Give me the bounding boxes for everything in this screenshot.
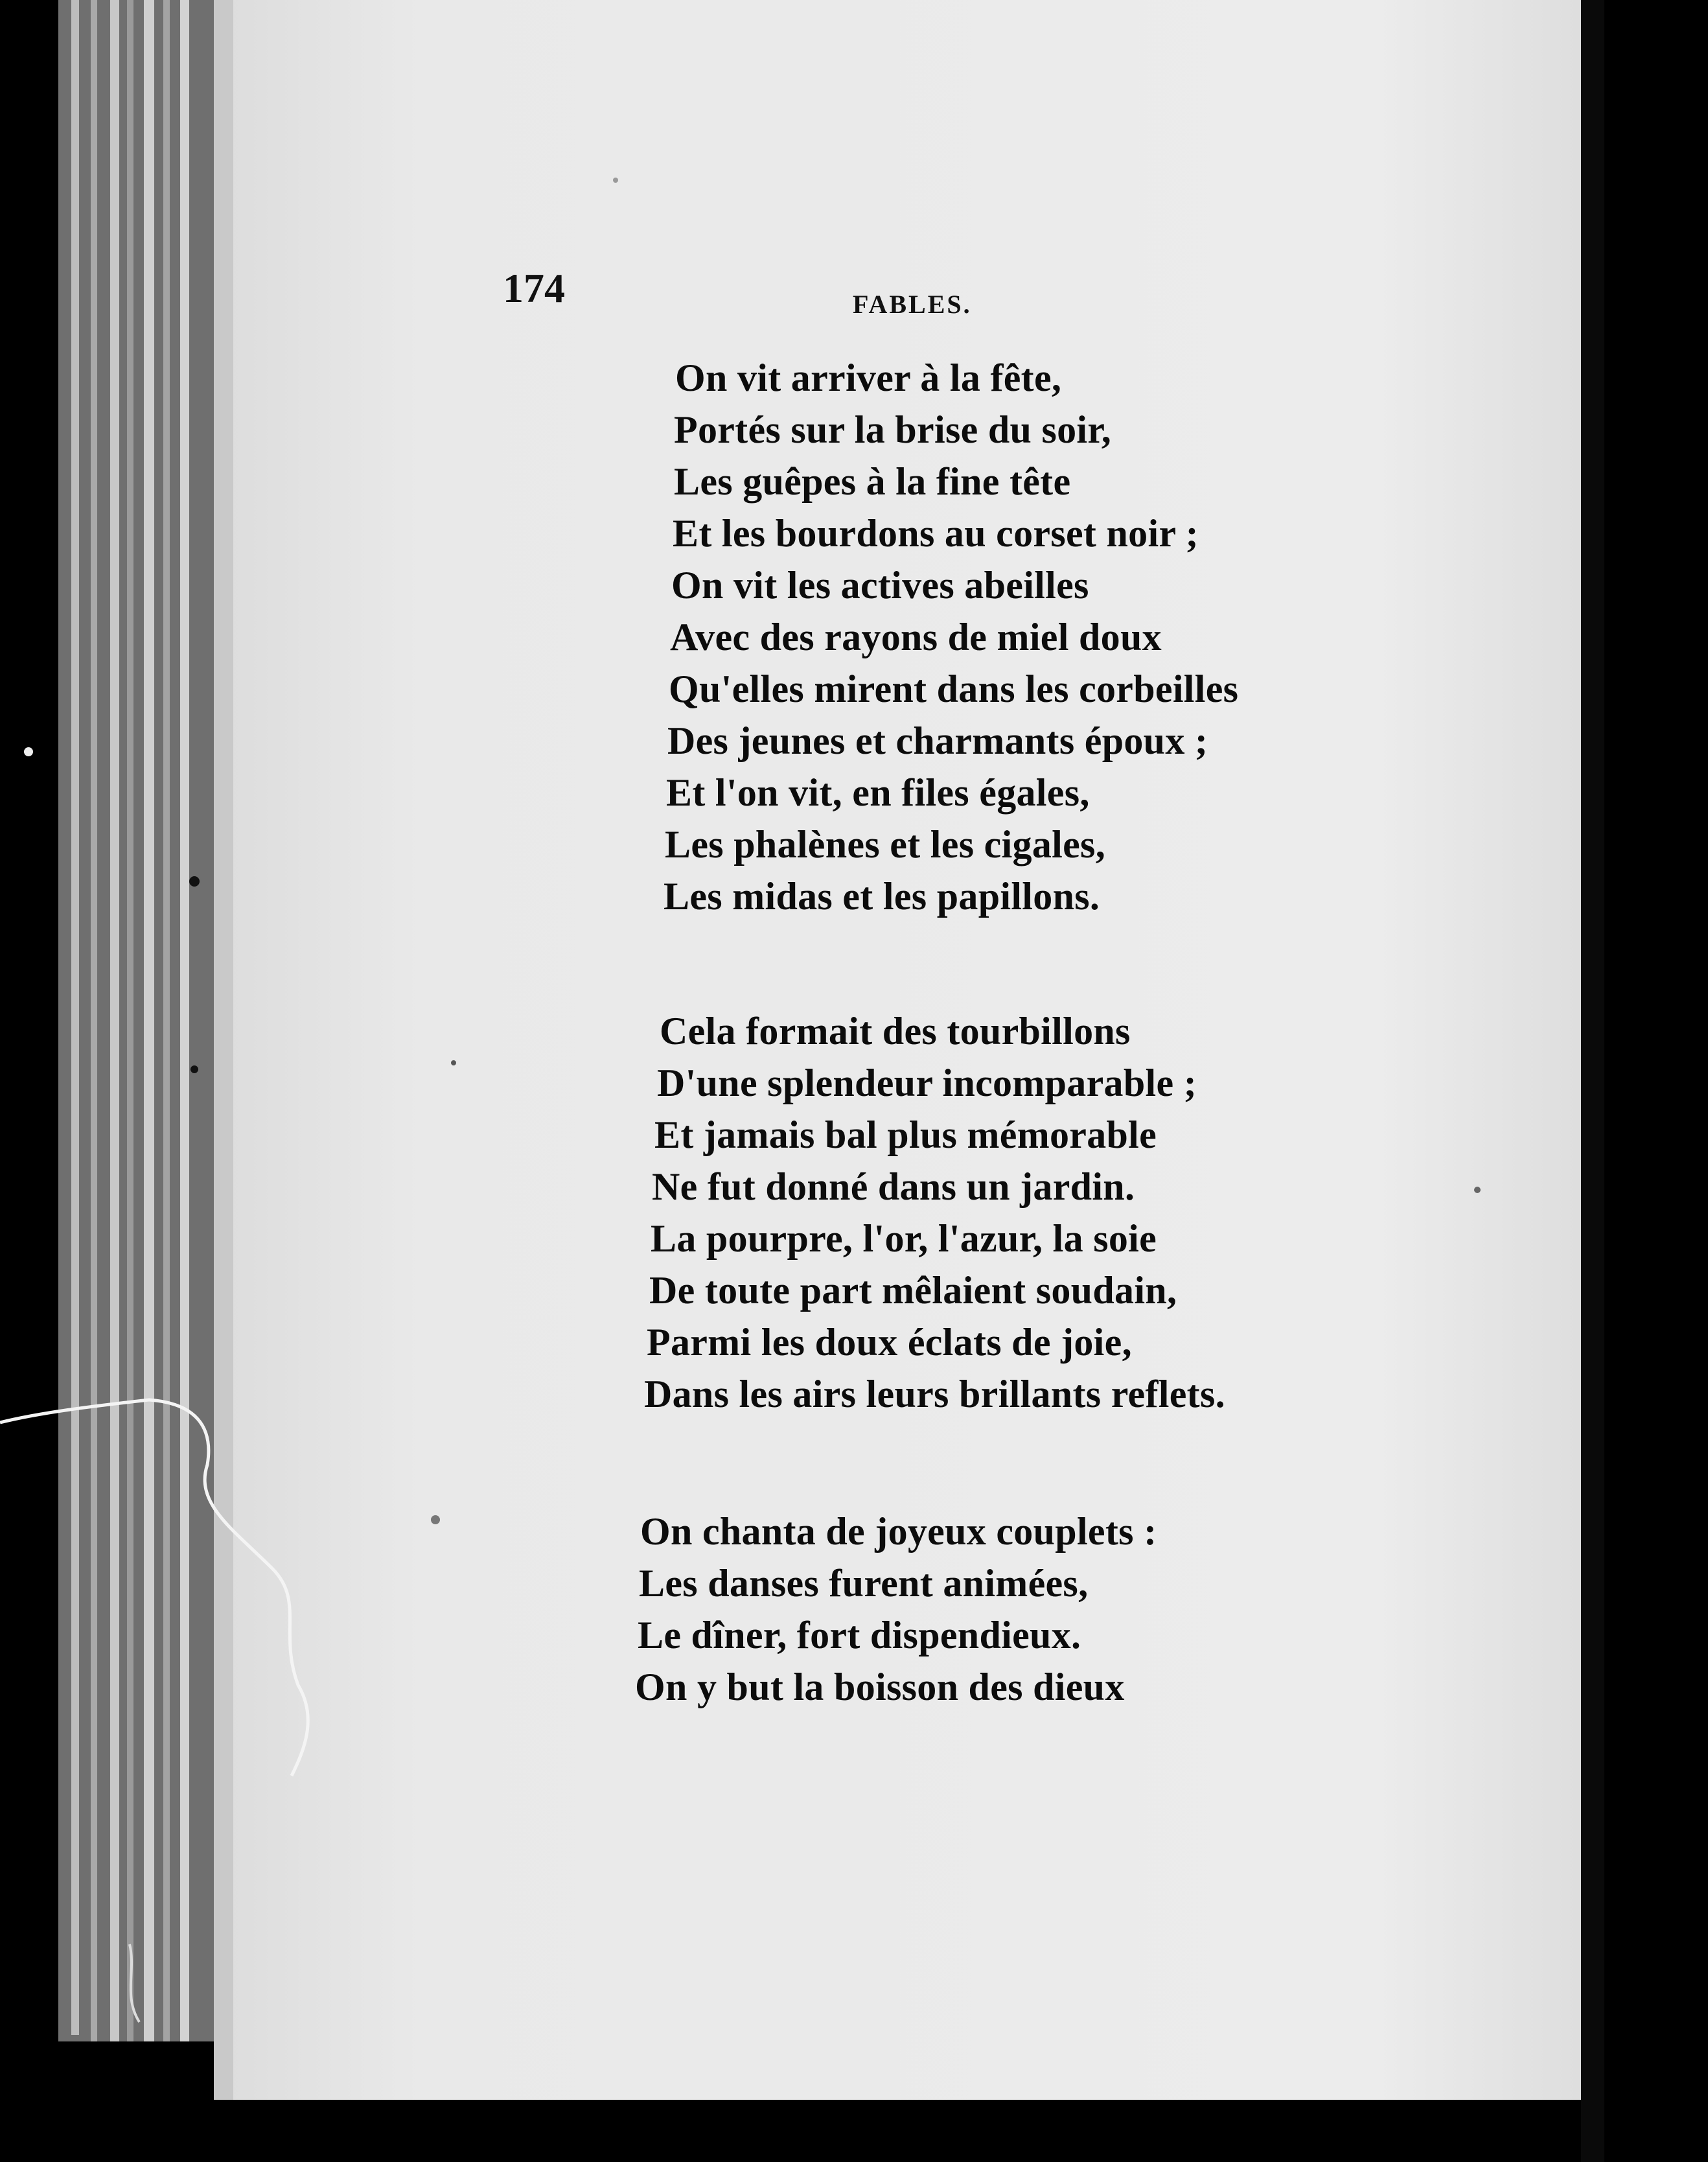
verse-line: La pourpre, l'or, l'azur, la soie <box>651 1217 1157 1260</box>
running-head: FABLES. <box>853 290 972 319</box>
verse-line: D'une splendeur incomparable ; <box>657 1062 1197 1104</box>
verse-line: Et les bourdons au corset noir ; <box>673 512 1199 555</box>
verse-line: Les phalènes et les cigales, <box>665 823 1106 866</box>
verse-line: Les midas et les papillons. <box>664 875 1100 918</box>
verse-line: Les guêpes à la fine tête <box>674 460 1071 503</box>
page-number: 174 <box>503 265 565 311</box>
verse-line: De toute part mêlaient soudain, <box>649 1269 1177 1312</box>
verse-line: Et l'on vit, en files égales, <box>666 771 1090 814</box>
verse-line: On chanta de joyeux couplets : <box>640 1510 1157 1553</box>
verse-line: On y but la boisson des dieux <box>635 1666 1125 1708</box>
verse-line: On vit les actives abeilles <box>671 564 1089 607</box>
verse-line: On vit arriver à la fête, <box>675 356 1062 399</box>
verse-line: Des jeunes et charmants époux ; <box>667 719 1208 762</box>
verse-line: Portés sur la brise du soir, <box>674 408 1112 451</box>
verse-line: Cela formait des tourbillons <box>660 1010 1131 1052</box>
verse-line: Le dîner, fort dispendieux. <box>638 1614 1081 1656</box>
verse-line: Ne fut donné dans un jardin. <box>652 1165 1135 1208</box>
verse-line: Avec des rayons de miel doux <box>670 616 1162 658</box>
verse-line: Dans les airs leurs brillants reflets. <box>644 1373 1225 1415</box>
verse-line: Qu'elles mirent dans les corbeilles <box>669 668 1239 710</box>
verse-line: Parmi les doux éclats de joie, <box>647 1321 1132 1364</box>
verse-line: Et jamais bal plus mémorable <box>654 1113 1157 1156</box>
verse-line: Les danses furent animées, <box>639 1562 1089 1605</box>
